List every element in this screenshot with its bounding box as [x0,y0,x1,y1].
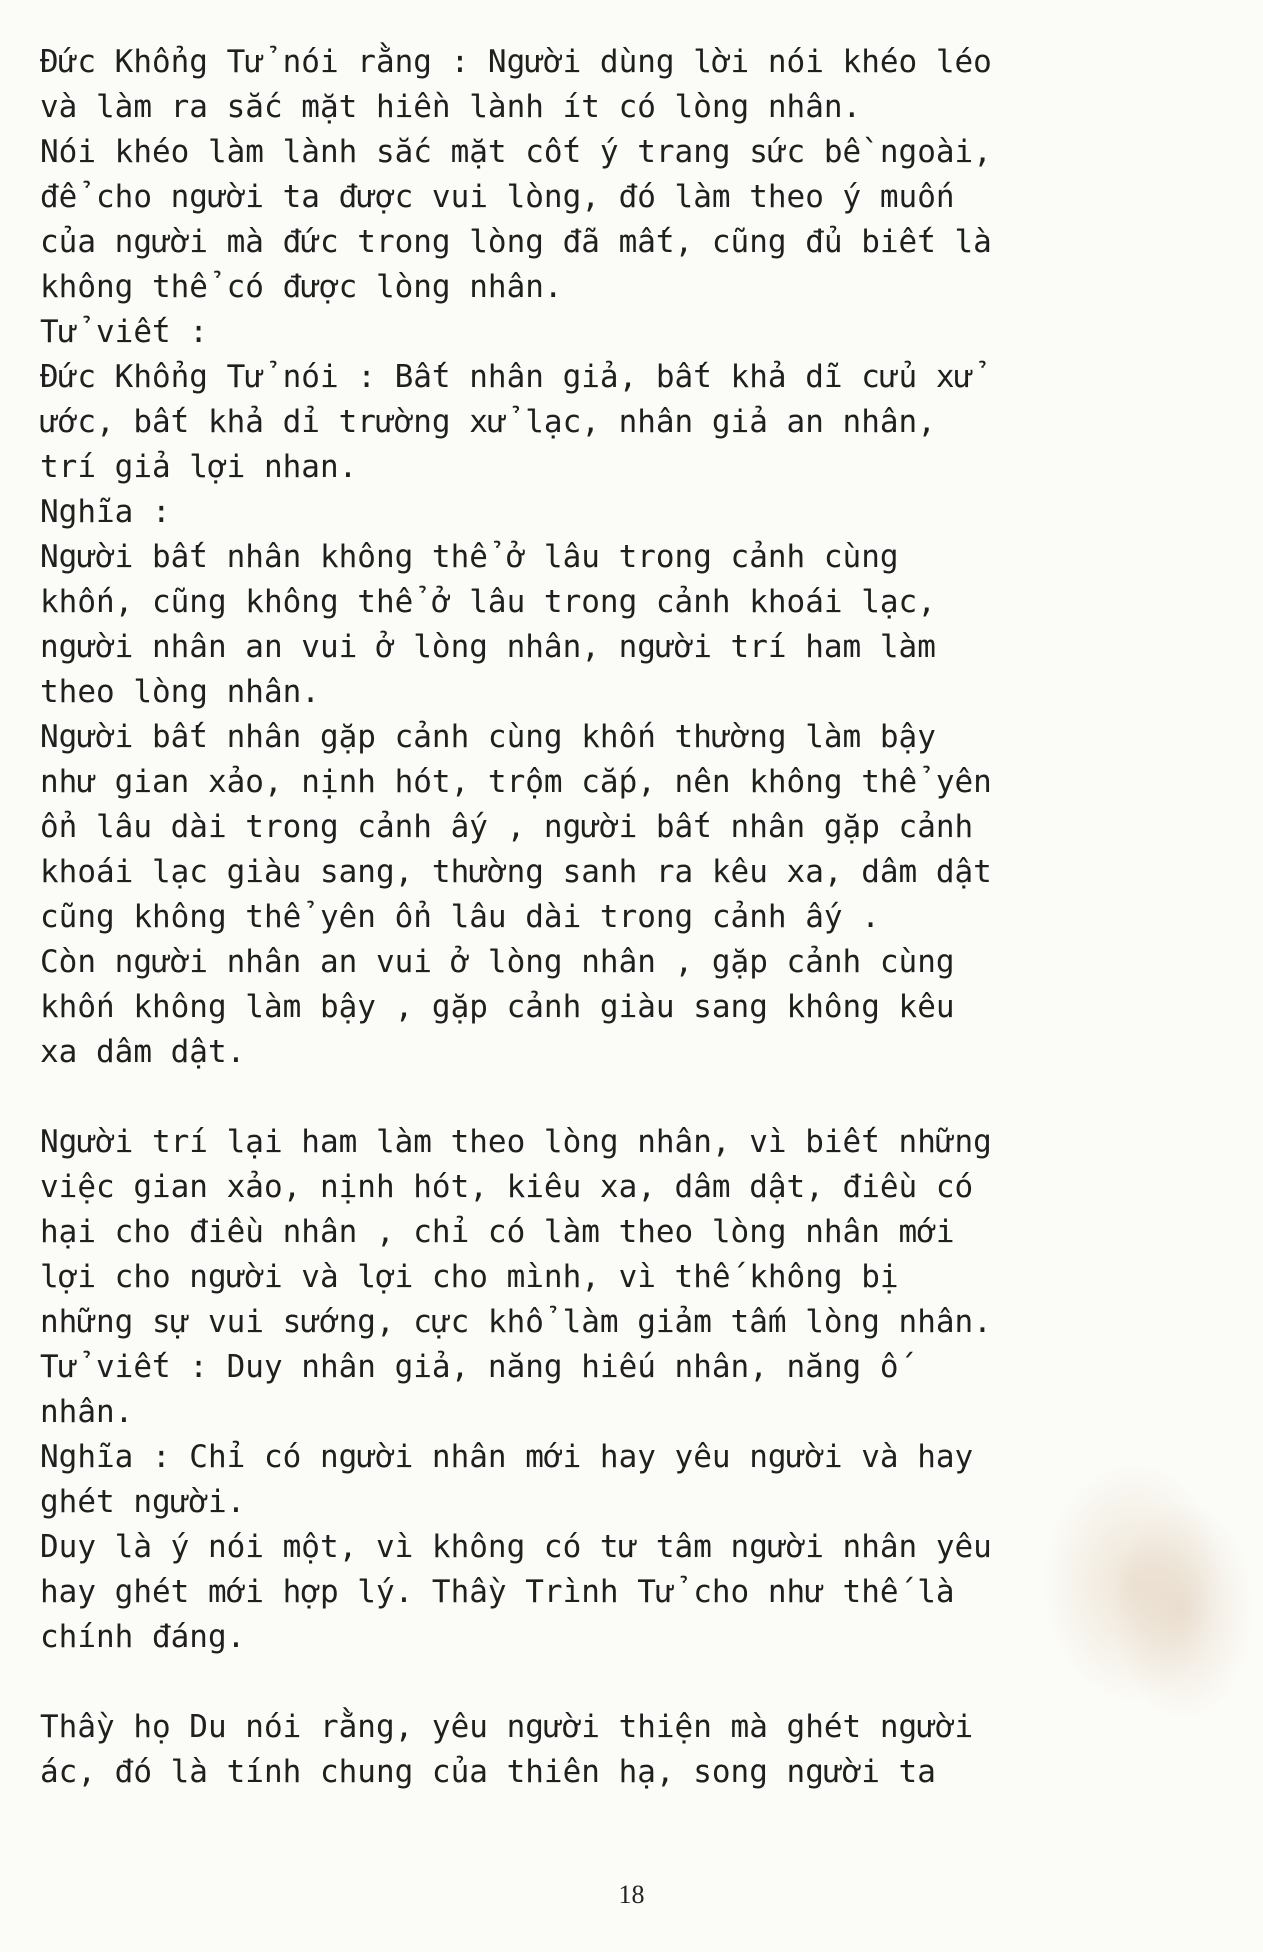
text-line: của người mà đức trong lòng đã mất, cũng đủ biết là [40,224,992,260]
text-line: như gian xảo, nịnh hót, trộm cắp, nên không thể yên [40,764,992,800]
text-line: Tử viết : Duy nhân giả, năng hiếu nhân, năng ố [40,1349,899,1385]
text-line: nhân. [40,1394,134,1430]
text-line: khốn không làm bậy , gặp cảnh giàu sang không kêu [40,989,955,1025]
text-line: người nhân an vui ở lòng nhân, người trí ham làm [40,629,936,665]
paragraph-gap [40,1075,1240,1120]
text-line: ghét người. [40,1484,246,1520]
text-line: Người bất nhân không thể ở lâu trong cảnh cùng [40,539,899,575]
text-line: Đức Khổng Tử nói : Bất nhân giả, bất khả dĩ cửu xử [40,359,974,395]
text-line: khốn, cũng không thể ở lâu trong cảnh khoái lạc, [40,584,936,620]
text-line: Đức Khổng Tử nói rằng : Người dùng lời nói khéo léo [40,44,992,80]
text-line: và làm ra sắc mặt hiền lành ít có lòng nhân. [40,89,862,125]
paragraph-gap [40,1660,1240,1705]
text-line: Nghĩa : Chỉ có người nhân mới hay yêu người và hay [40,1439,974,1475]
text-line: Người trí lại ham làm theo lòng nhân, vì biết những [40,1124,992,1160]
text-line: để cho người ta được vui lòng, đó làm theo ý muốn [40,179,955,215]
text-line: lợi cho người và lợi cho mình, vì thế không bị [40,1259,899,1295]
text-line: chính đáng. [40,1619,246,1655]
text-line: những sự vui sướng, cực khổ làm giảm tấm lòng nhân. [40,1304,992,1340]
document-body [40,40,1240,1795]
text-line: hại cho điều nhân , chỉ có làm theo lòng nhân mới [40,1214,955,1250]
text-line: không thể có được lòng nhân. [40,269,563,305]
text-line: cũng không thể yên ổn lâu dài trong cảnh ấy . [40,899,880,935]
text-line: hay ghét mới hợp lý. Thầy Trình Tử cho như thế là [40,1574,955,1610]
text-line: ác, đó là tính chung của thiên hạ, song người ta [40,1754,936,1790]
text-line: Nói khéo làm lành sắc mặt cốt ý trang sức bề ngoài, [40,134,992,170]
text-line: Duy là ý nói một, vì không có tư tâm người nhân yêu [40,1529,992,1565]
text-line: ước, bất khả dỉ trường xử lạc, nhân giả an nhân, [40,404,936,440]
text-line: Người bất nhân gặp cảnh cùng khốn thường làm bậy [40,719,936,755]
text-line: xa dâm dật. [40,1034,246,1070]
text-line: Tử viết : [40,314,208,350]
text-line: Thầy họ Du nói rằng, yêu người thiện mà ghét người [40,1709,974,1745]
text-line: ổn lâu dài trong cảnh ấy , người bất nhân gặp cảnh [40,809,974,845]
text-line: việc gian xảo, nịnh hót, kiêu xa, dâm dật, điều có [40,1169,974,1205]
text-line: trí giả lợi nhan. [40,449,358,485]
page-number: 18 [618,1880,645,1909]
text-line: theo lòng nhân. [40,674,320,710]
text-line: khoái lạc giàu sang, thường sanh ra kêu xa, dâm dật [40,854,992,890]
text-line: Còn người nhân an vui ở lòng nhân , gặp cảnh cùng [40,944,955,980]
text-line: Nghĩa : [40,494,171,530]
